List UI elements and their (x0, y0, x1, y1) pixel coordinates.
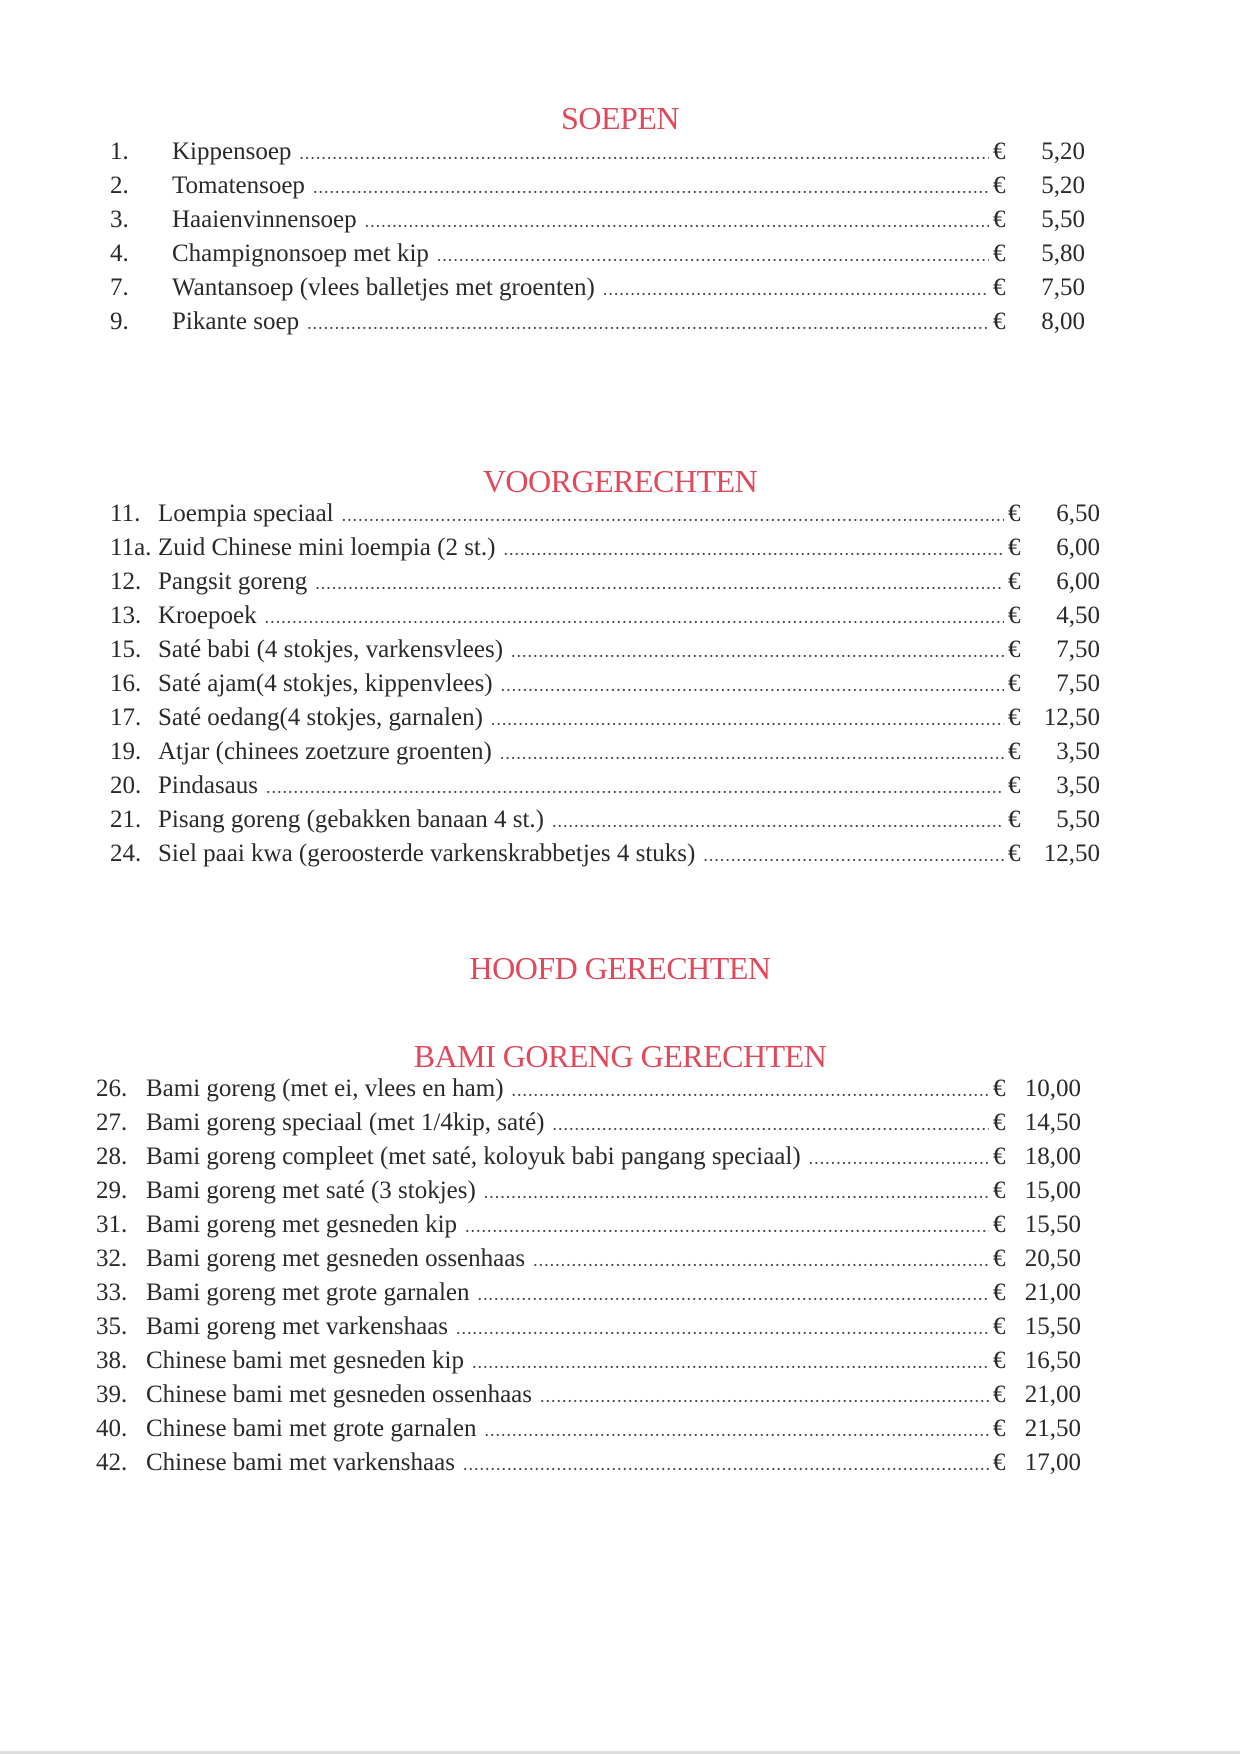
price-amount: 16,50 (1024, 1347, 1081, 1374)
item-price (993, 1313, 1081, 1341)
menu-item (110, 206, 1085, 240)
currency-symbol: € (1008, 636, 1021, 663)
item-name: Champignonsoep met kip (172, 240, 429, 267)
menu-list-bami-goreng (96, 1075, 1081, 1483)
price-amount: 5,80 (1041, 240, 1085, 267)
dot-leader (463, 1454, 989, 1475)
item-price (993, 274, 1085, 302)
item-name: Tomatensoep (172, 172, 305, 199)
price-amount: 5,20 (1041, 172, 1085, 199)
dot-leader (315, 573, 1004, 594)
menu-item (96, 1143, 1081, 1177)
item-number: 3. (110, 206, 129, 233)
item-name: Saté ajam(4 stokjes, kippenvlees) (158, 670, 493, 697)
item-number: 13. (110, 602, 142, 629)
currency-symbol: € (993, 1211, 1006, 1238)
item-price (1008, 534, 1100, 562)
dot-leader (437, 245, 989, 266)
dot-leader (533, 1250, 989, 1271)
price-amount: 21,00 (1024, 1279, 1081, 1306)
item-number: 12. (110, 568, 142, 595)
price-amount: 20,50 (1024, 1245, 1081, 1272)
dot-leader (501, 675, 1004, 696)
item-name: Chinese bami met gesneden ossenhaas (146, 1381, 533, 1408)
dot-leader (491, 709, 1004, 730)
menu-item (96, 1109, 1081, 1143)
menu-item (96, 1075, 1081, 1109)
section-title-soepen: SOEPEN (561, 100, 679, 136)
currency-symbol: € (1008, 704, 1021, 731)
currency-symbol: € (1008, 568, 1021, 595)
item-number: 20. (110, 772, 142, 799)
menu-item (96, 1449, 1081, 1483)
item-name: Saté oedang(4 stokjes, garnalen) (158, 704, 483, 731)
dot-leader (342, 505, 1004, 526)
item-price (993, 1449, 1081, 1477)
section-title-hoofdgerechten: HOOFD GERECHTEN (469, 950, 771, 986)
price-amount: 7,50 (1056, 636, 1100, 663)
item-name: Pisang goreng (gebakken banaan 4 st.) (158, 806, 544, 833)
dot-leader (478, 1284, 990, 1305)
item-number: 38. (96, 1347, 128, 1374)
dot-leader (511, 641, 1004, 662)
dot-leader (703, 845, 1004, 866)
item-number: 32. (96, 1245, 128, 1272)
currency-symbol: € (993, 1279, 1006, 1306)
item-price (993, 308, 1085, 336)
item-name: Loempia speciaal (158, 500, 334, 527)
item-price (993, 1075, 1081, 1103)
item-price (993, 1245, 1081, 1273)
item-name: Bami goreng met saté (3 stokjes) (146, 1177, 476, 1204)
currency-symbol: € (1008, 602, 1021, 629)
menu-item (110, 138, 1085, 172)
price-amount: 8,00 (1041, 308, 1085, 335)
item-price (993, 1211, 1081, 1239)
menu-item (110, 240, 1085, 274)
item-name: Zuid Chinese mini loempia (2 st.) (158, 534, 496, 561)
item-price (993, 138, 1085, 166)
price-amount: 6,00 (1056, 568, 1100, 595)
price-amount: 21,00 (1024, 1381, 1081, 1408)
item-number: 7. (110, 274, 129, 301)
menu-item (96, 1347, 1081, 1381)
price-amount: 3,50 (1056, 738, 1100, 765)
item-price (1008, 568, 1100, 596)
item-name: Pikante soep (172, 308, 300, 335)
item-number: 4. (110, 240, 129, 267)
currency-symbol: € (993, 1143, 1006, 1170)
item-number: 19. (110, 738, 142, 765)
item-price (1008, 806, 1100, 834)
currency-symbol: € (1008, 738, 1021, 765)
item-name: Chinese bami met varkenshaas (146, 1449, 455, 1476)
dot-leader (512, 1080, 989, 1101)
item-number: 33. (96, 1279, 128, 1306)
item-name: Bami goreng (met ei, vlees en ham) (146, 1075, 504, 1102)
dot-leader (299, 143, 989, 164)
currency-symbol: € (993, 1313, 1006, 1340)
item-price (993, 240, 1085, 268)
dot-leader (365, 211, 989, 232)
dot-leader (456, 1318, 989, 1339)
item-price (993, 1143, 1081, 1171)
item-price (993, 1109, 1081, 1137)
item-number: 31. (96, 1211, 128, 1238)
item-price (1008, 602, 1100, 630)
item-number: 21. (110, 806, 142, 833)
currency-symbol: € (1008, 534, 1021, 561)
item-number: 39. (96, 1381, 128, 1408)
currency-symbol: € (993, 1109, 1006, 1136)
price-amount: 7,50 (1056, 670, 1100, 697)
price-amount: 3,50 (1056, 772, 1100, 799)
price-amount: 15,50 (1024, 1313, 1081, 1340)
dot-leader (484, 1182, 989, 1203)
menu-item (110, 500, 1100, 534)
item-number: 35. (96, 1313, 128, 1340)
item-price (1008, 636, 1100, 664)
currency-symbol: € (993, 1177, 1006, 1204)
item-number: 29. (96, 1177, 128, 1204)
currency-symbol: € (993, 240, 1006, 267)
item-number: 28. (96, 1143, 128, 1170)
item-name: Bami goreng met gesneden ossenhaas (146, 1245, 526, 1272)
price-amount: 5,20 (1041, 138, 1085, 165)
currency-symbol: € (993, 1347, 1006, 1374)
currency-symbol: € (993, 274, 1006, 301)
item-number: 16. (110, 670, 142, 697)
item-name: Pindasaus (158, 772, 258, 799)
price-amount: 18,00 (1024, 1143, 1081, 1170)
menu-item (110, 840, 1100, 874)
dot-leader (500, 743, 1004, 764)
item-name: Kippensoep (172, 138, 292, 165)
item-name: Bami goreng compleet (met saté, koloyuk babi pangang speciaal) (146, 1143, 801, 1170)
dot-leader (472, 1352, 989, 1373)
currency-symbol: € (993, 1245, 1006, 1272)
item-name: Pangsit goreng (158, 568, 308, 595)
menu-item (110, 534, 1100, 568)
menu-item (110, 308, 1085, 342)
dot-leader (266, 777, 1004, 798)
item-name: Atjar (chinees zoetzure groenten) (158, 738, 492, 765)
item-price (1008, 500, 1100, 528)
menu-item (110, 704, 1100, 738)
item-price (1008, 670, 1100, 698)
item-price (1008, 738, 1100, 766)
item-number: 11a. (110, 534, 152, 561)
price-amount: 12,50 (1043, 840, 1100, 867)
currency-symbol: € (1008, 840, 1021, 867)
item-price (993, 1381, 1081, 1409)
item-name: Haaienvinnensoep (172, 206, 357, 233)
item-name: Bami goreng met varkenshaas (146, 1313, 448, 1340)
item-price (993, 172, 1085, 200)
price-amount: 15,00 (1024, 1177, 1081, 1204)
dot-leader (809, 1148, 989, 1169)
dot-leader (313, 177, 989, 198)
item-price (993, 1347, 1081, 1375)
price-amount: 5,50 (1041, 206, 1085, 233)
currency-symbol: € (993, 1075, 1006, 1102)
dot-leader (265, 607, 1004, 628)
menu-item (110, 172, 1085, 206)
item-price (993, 1279, 1081, 1307)
item-number: 40. (96, 1415, 128, 1442)
currency-symbol: € (993, 1381, 1006, 1408)
menu-list-soepen (110, 138, 1085, 342)
price-amount: 10,00 (1024, 1075, 1081, 1102)
currency-symbol: € (993, 172, 1006, 199)
price-amount: 14,50 (1024, 1109, 1081, 1136)
item-name: Chinese bami met gesneden kip (146, 1347, 464, 1374)
item-name: Wantansoep (vlees balletjes met groenten) (172, 274, 595, 301)
currency-symbol: € (993, 308, 1006, 335)
menu-list-voorgerechten (110, 500, 1100, 874)
dot-leader (552, 811, 1004, 832)
price-amount: 7,50 (1041, 274, 1085, 301)
price-amount: 12,50 (1043, 704, 1100, 731)
menu-item (110, 274, 1085, 308)
price-amount: 6,00 (1056, 534, 1100, 561)
section-title-bami-goreng: BAMI GORENG GERECHTEN (413, 1038, 827, 1074)
item-number: 9. (110, 308, 129, 335)
menu-item (110, 568, 1100, 602)
menu-item (96, 1381, 1081, 1415)
dot-leader (553, 1114, 990, 1135)
menu-item (96, 1313, 1081, 1347)
item-name: Siel paai kwa (geroosterde varkenskrabbetjes 4 stuks) (158, 840, 696, 867)
menu-item (110, 636, 1100, 670)
menu-item (110, 670, 1100, 704)
menu-item (110, 772, 1100, 806)
menu-item (96, 1177, 1081, 1211)
item-number: 42. (96, 1449, 128, 1476)
currency-symbol: € (993, 206, 1006, 233)
item-number: 11. (110, 500, 141, 527)
price-amount: 21,50 (1024, 1415, 1081, 1442)
section-title-voorgerechten: VOORGERECHTEN (482, 463, 758, 499)
currency-symbol: € (993, 1415, 1006, 1442)
item-name: Bami goreng met gesneden kip (146, 1211, 458, 1238)
price-amount: 17,00 (1024, 1449, 1081, 1476)
item-name: Kroepoek (158, 602, 257, 629)
currency-symbol: € (1008, 670, 1021, 697)
item-price (1008, 704, 1100, 732)
currency-symbol: € (1008, 806, 1021, 833)
item-number: 27. (96, 1109, 128, 1136)
item-number: 17. (110, 704, 142, 731)
currency-symbol: € (1008, 772, 1021, 799)
dot-leader (484, 1420, 989, 1441)
currency-symbol: € (1008, 500, 1021, 527)
menu-item (110, 806, 1100, 840)
dot-leader (307, 313, 989, 334)
item-number: 2. (110, 172, 129, 199)
item-number: 24. (110, 840, 142, 867)
item-price (1008, 840, 1100, 868)
dot-leader (603, 279, 989, 300)
item-name: Bami goreng speciaal (met 1/4kip, saté) (146, 1109, 545, 1136)
price-amount: 5,50 (1056, 806, 1100, 833)
menu-item (96, 1211, 1081, 1245)
item-price (993, 206, 1085, 234)
item-number: 1. (110, 138, 129, 165)
currency-symbol: € (993, 138, 1006, 165)
dot-leader (503, 539, 1004, 560)
dot-leader (465, 1216, 989, 1237)
menu-item (110, 602, 1100, 636)
item-number: 15. (110, 636, 142, 663)
menu-item (110, 738, 1100, 772)
currency-symbol: € (993, 1449, 1006, 1476)
item-price (1008, 772, 1100, 800)
item-name: Bami goreng met grote garnalen (146, 1279, 470, 1306)
item-number: 26. (96, 1075, 128, 1102)
price-amount: 4,50 (1056, 602, 1100, 629)
price-amount: 15,50 (1024, 1211, 1081, 1238)
dot-leader (540, 1386, 989, 1407)
price-amount: 6,50 (1056, 500, 1100, 527)
item-name: Chinese bami met grote garnalen (146, 1415, 477, 1442)
item-price (993, 1177, 1081, 1205)
menu-item (96, 1245, 1081, 1279)
item-price (993, 1415, 1081, 1443)
item-name: Saté babi (4 stokjes, varkensvlees) (158, 636, 504, 663)
menu-item (96, 1279, 1081, 1313)
menu-item (96, 1415, 1081, 1449)
